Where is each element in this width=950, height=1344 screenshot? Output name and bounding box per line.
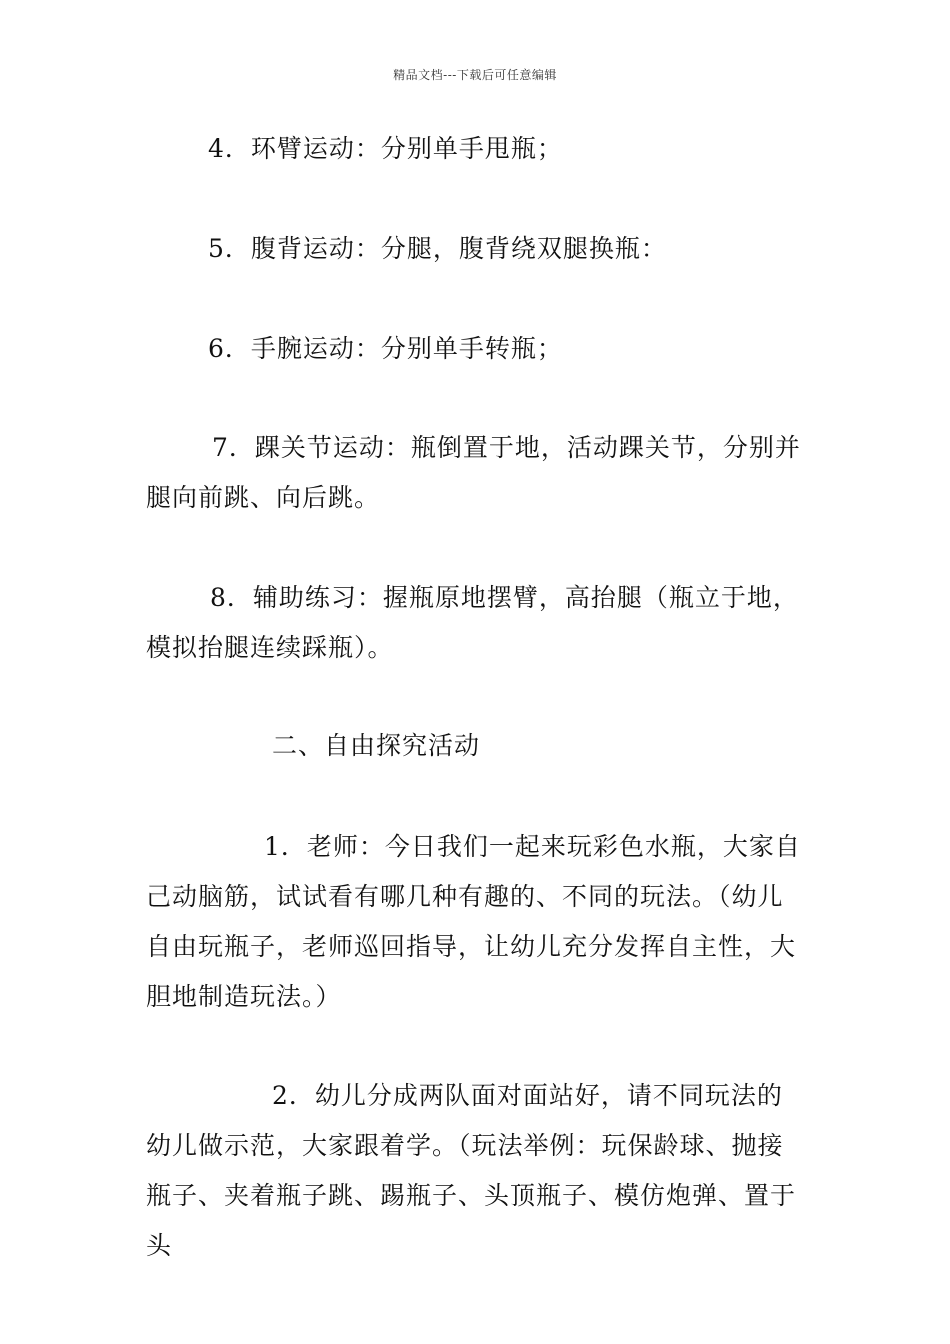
paragraph-wrist-exercise: 6．手腕运动：分别单手转瓶； <box>208 334 563 363</box>
paragraph-teacher-instruction: 1．老师：今日我们一起来玩彩色水瓶，大家自己动脑筋，试试看有哪几种有趣的、不同的玩法。（幼儿自由玩瓶子，老师巡回指导，让幼儿充分发挥自主性，大胆地制造玩法。） <box>146 832 801 1011</box>
paragraph-arm-exercise: 4．环臂运动：分别单手甩瓶； <box>208 134 563 163</box>
page-header: 精品文档---下载后可任意编辑 <box>393 68 557 82</box>
paragraph-auxiliary-practice: 8．辅助练习：握瓶原地摆臂，高抬腿（瓶立于地，模拟抬腿连续踩瓶）。 <box>146 583 799 662</box>
section-heading-free-exploration: 二、自由探究活动 <box>272 731 481 760</box>
paragraph-team-demonstration: 2．幼儿分成两队面对面站好，请不同玩法的幼儿做示范，大家跟着学。（玩法举例：玩保龄球、抛接瓶子、夹着瓶子跳、踢瓶子、头顶瓶子、模仿炮弹、置于头 <box>146 1081 797 1260</box>
paragraph-ankle-exercise: 7．踝关节运动：瓶倒置于地，活动踝关节，分别并腿向前跳、向后跳。 <box>146 433 801 512</box>
paragraph-abdomen-back-exercise: 5．腹背运动：分腿，腹背绕双腿换瓶： <box>208 234 667 263</box>
